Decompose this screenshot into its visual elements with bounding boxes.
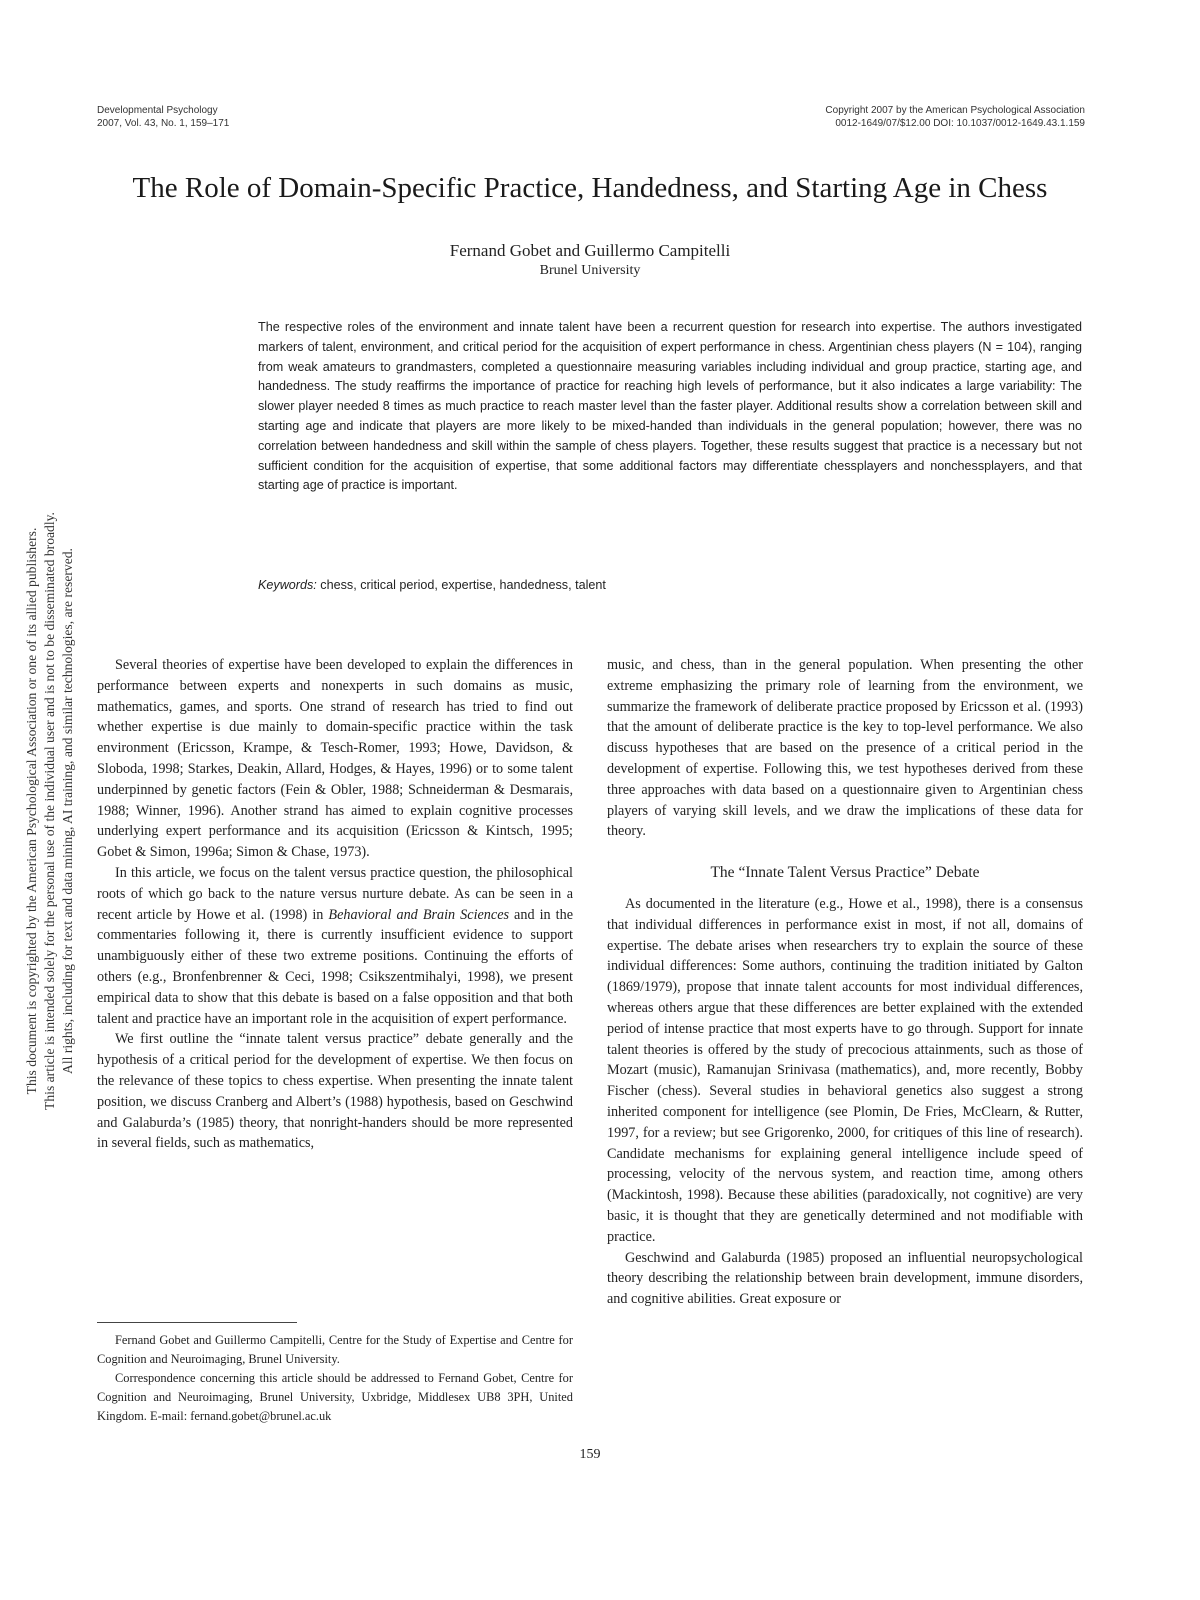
footnote-correspondence: Correspondence concerning this article should be addressed to Fernand Gobet, Centre for Cognition and Neuroimaging, Brunel University, Uxbridge, Middlesex UB8 3PH, United Kingdom. E-mail: fernand.gobet@brunel.ac.uk — [97, 1371, 573, 1423]
body-text: In this article, we focus on the talent versus practice question, the philosophical roots of which go back to the nature versus nurture debate. As can be seen in a recent article by Howe et al. (1998) in — [97, 864, 573, 923]
volume-info: 2007, Vol. 43, No. 1, 159–171 — [97, 118, 230, 129]
body-paragraph: Several theories of expertise have been developed to explain the differences in performance between experts and nonexperts in such domains as music, mathematics, games, and sports. One strand of research has tried to find out whether expertise is due mainly to domain-specific practice within the task environment (Ericsson, Krampe, & Tesch-Romer, 1993; Howe, Davidson, & Sloboda, 1998; Starkes, Deakin, Allard, Hodges, & Hayes, 1996) or to some talent underpinned by genetic factors (Fein & Obler, 1988; Schneiderman & Desmarais, 1988; Winner, 1996). Another strand has aimed to explain cognitive processes underlying expert performance and its acquisition (Ericsson & Kintsch, 1995; Gobet & Simon, 1996a; Simon & Chase, 1973). — [97, 657, 573, 861]
journal-name: Developmental Psychology — [97, 105, 218, 116]
body-paragraph: As documented in the literature (e.g., Howe et al., 1998), there is a consensus that individual differences in performance exist in most, if not all, domains of expertise. The debate arises when researchers try to explain the source of these individual differences: Some authors, continuing the tradition initiated by Galton (1869/1979), propose that innate talent accounts for most individual differences, whereas others argue that these differences are better explained with the extended period of intense practice that most experts have to go through. Support for innate talent theories is offered by the study of precocious attainments, such as those of Mozart (music), Ramanujan Srinivasa (mathematics), and, more recently, Bobby Fischer (chess). Several studies in behavioral genetics also suggest a strong inherited component for intelligence (see Plomin, De Fries, McClearn, & Rutter, 1997, for a review; but see Grigorenko, 2000, for critiques of this line of research). Candidate mechanisms for explaining general intelligence include speed of processing, velocity of the nervous system, and reaction time, among others (Mackintosh, 1998). Because these abilities (paradoxically, not cognitive) are very basic, it is thought that they are genetically determined and not modifiable with practice. — [607, 895, 1083, 1245]
section-heading: The “Innate Talent Versus Practice” Debate — [710, 864, 980, 882]
body-paragraph: Geschwind and Galaburda (1985) proposed an influential neuropsychological theory describing the relationship between brain development, immune disorders, and cognitive abilities. Great exposure or — [607, 1249, 1083, 1308]
author-affiliation: Brunel University — [539, 263, 641, 278]
doi-line: 0012-1649/07/$12.00 DOI: 10.1037/0012-1649.43.1.159 — [835, 118, 1085, 129]
margin-notice-line: This document is copyrighted by the American Psychological Association or one of its allied publishers. — [24, 527, 39, 1095]
abstract: The respective roles of the environment and innate talent have been a recurrent question for research into expertise. The authors investigated markers of talent, environment, and critical period for the acquisition of expert performance in chess. Argentinian chess players (N = 104), ranging from weak amateurs to grandmasters, completed a questionnaire measuring variables including individual and group practice, starting age, and handedness. The study reaffirms the importance of practice for reaching high levels of performance, but it also indicates a large variability: The slower player needed 8 times as much practice to reach master level than the faster player. Additional results show a correlation between skill and starting age and indicate that players are more likely to be mixed-handed than individuals in the general population; however, there was no correlation between handedness and skill within the sample of chess players. Together, these results suggest that practice is a necessary but not sufficient condition for the acquisition of expertise, that some additional factors may differentiate chessplayers and nonchessplayers, and that starting age of practice is important. — [258, 320, 1082, 493]
journal-header — [97, 104, 229, 130]
article-title: The Role of Domain-Specific Practice, Handedness, and Starting Age in Chess — [132, 172, 1048, 204]
footnote-affiliation: Fernand Gobet and Guillermo Campitelli, Centre for the Study of Expertise and Centre for Cognition and Neuroimaging, Brunel University. — [97, 1333, 573, 1366]
copyright-line: Copyright 2007 by the American Psychological Association — [825, 105, 1085, 116]
margin-notice-line: All rights, including for text and data mining, AI training, and similar technologies, are reserved. — [60, 548, 75, 1074]
body-column-left — [97, 655, 573, 1154]
body-column-right — [607, 655, 1083, 1310]
author-names: Fernand Gobet and Guillermo Campitelli — [449, 241, 731, 260]
page-number: 159 — [579, 1447, 601, 1462]
body-paragraph — [97, 863, 573, 1029]
keywords-text: chess, critical period, expertise, handedness, talent — [316, 578, 606, 592]
copyright-header — [825, 104, 1085, 130]
body-paragraph: We first outline the “innate talent versus practice” debate generally and the hypothesis of a critical period for the development of expertise. We then focus on the relevance of these topics to chess expertise. When presenting the innate talent position, we discuss Cranberg and Albert’s (1988) hypothesis, based on Geschwind and Galaburda’s (1985) theory, that nonright-handers should be more represented in several fields, such as mathematics, — [97, 1031, 573, 1152]
body-paragraph: music, and chess, than in the general population. When presenting the other extreme emphasizing the primary role of learning from the environment, we summarize the framework of deliberate practice proposed by Ericsson et al. (1993) that the amount of deliberate practice is the key to top-level performance. We also discuss hypotheses that are based on the presence of a critical period in the development of expertise. Following this, we test hypotheses derived from these three approaches with data based on a questionnaire given to Argentinian chess players of varying skill levels, and we draw the implications of these data for theory. — [607, 657, 1083, 840]
footnote-divider — [97, 1322, 297, 1323]
body-text: and in the commentaries following it, there is currently insufficient evidence to support unambiguously either of these two extreme positions. Continuing the efforts of others (e.g., Bronfenbrenner & Ceci, 1998; Csikszentmihalyi, 1998), we present empirical data to show that this debate is based on a false opposition and that both talent and practice have an important role in the acquisition of expert performance. — [97, 906, 573, 1027]
author-footnotes — [97, 1331, 573, 1426]
journal-citation: Behavioral and Brain Sciences — [328, 906, 510, 923]
keywords-line — [258, 578, 1082, 592]
margin-notice-line: This article is intended solely for the personal use of the individual user and is not to be disseminated broadly. — [42, 512, 57, 1110]
keywords-label: Keywords: — [258, 578, 317, 592]
